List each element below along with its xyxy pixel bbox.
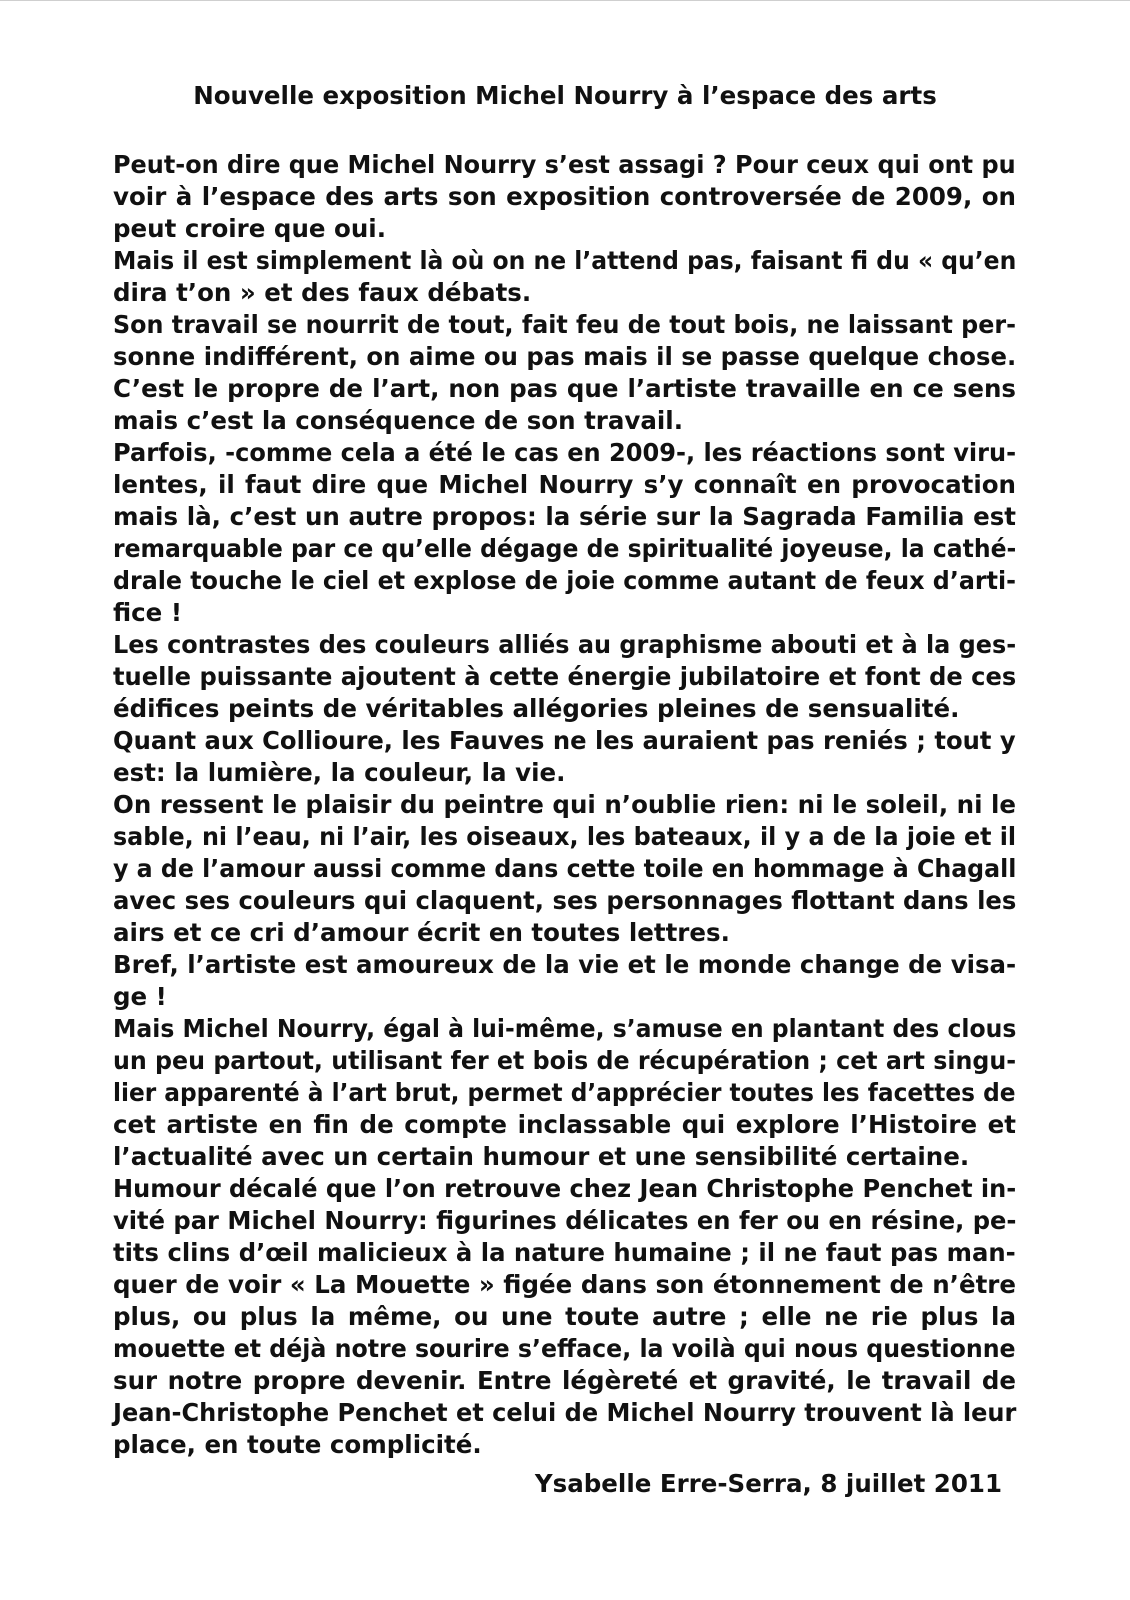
text-line: Les contrastes des couleurs alliés au graphisme abouti et à la ges- xyxy=(113,630,1017,659)
paragraph xyxy=(113,437,1016,629)
paragraph xyxy=(113,149,1016,245)
text-line: mouette et déjà notre sourire s’efface, la voilà qui nous questionne xyxy=(113,1334,1016,1363)
text-line: remarquable par ce qu’elle dégage de spiritualité joyeuse, la cathé- xyxy=(113,534,1017,563)
text-line: C’est le propre de l’art, non pas que l’artiste travaille en ce sens xyxy=(113,374,1016,403)
text-line: tuelle puissante ajoutent à cette énergie jubilatoire et font de ces xyxy=(113,662,1017,691)
text-line: lentes, il faut dire que Michel Nourry s’y connaît en provocation xyxy=(113,470,1016,499)
text-line: Quant aux Collioure, les Fauves ne les auraient pas reniés ; tout y xyxy=(113,726,1016,755)
text-line: Parfois, -comme cela a été le cas en 2009-, les réactions sont viru- xyxy=(113,438,1017,467)
text-line: édifices peints de véritables allégories pleines de sensualité. xyxy=(113,694,960,723)
text-line: ge ! xyxy=(113,982,167,1011)
text-line: Son travail se nourrit de tout, fait feu de tout bois, ne laissant per- xyxy=(113,310,1016,339)
text-line: plus, ou plus la même, ou une toute autre ; elle ne rie plus la xyxy=(113,1302,1016,1331)
text-line: fice ! xyxy=(113,598,183,627)
text-line: mais là, c’est un autre propos: la série sur la Sagrada Familia est xyxy=(113,502,1016,531)
text-line: sur notre propre devenir. Entre légèreté et gravité, le travail de xyxy=(113,1366,1016,1395)
paragraph xyxy=(113,1013,1016,1173)
text-line: mais c’est la conséquence de son travail. xyxy=(113,406,684,435)
text-line: peut croire que oui. xyxy=(113,214,387,243)
paragraph xyxy=(113,949,1016,1013)
text-line: dira t’on » et des faux débats. xyxy=(113,278,532,307)
paragraph xyxy=(113,629,1016,725)
text-line: On ressent le plaisir du peintre qui n’oublie rien: ni le soleil, ni le xyxy=(113,790,1017,819)
text-line: place, en toute complicité. xyxy=(113,1430,482,1459)
paragraph xyxy=(113,245,1016,309)
text-line: Bref, l’artiste est amoureux de la vie et le monde change de visa- xyxy=(113,950,1017,979)
text-line: un peu partout, utilisant fer et bois de récupération ; cet art singu- xyxy=(113,1046,1017,1075)
article-body xyxy=(113,149,1016,1461)
text-line: Mais Michel Nourry, égal à lui-même, s’amuse en plantant des clous xyxy=(113,1014,1017,1043)
text-line: est: la lumière, la couleur, la vie. xyxy=(113,758,566,787)
text-line: airs et ce cri d’amour écrit en toutes lettres. xyxy=(113,918,730,947)
text-line: Peut-on dire que Michel Nourry s’est assagi ? Pour ceux qui ont pu xyxy=(113,150,1016,179)
text-line: sable, ni l’eau, ni l’air, les oiseaux, les bateaux, il y a de la joie et il xyxy=(113,822,1017,851)
text-line: drale touche le ciel et explose de joie comme autant de feux d’arti- xyxy=(113,566,1016,595)
paragraph xyxy=(113,725,1016,789)
text-line: avec ses couleurs qui claquent, ses personnages flottant dans les xyxy=(113,886,1017,915)
text-line: Jean-Christophe Penchet et celui de Michel Nourry trouvent là leur xyxy=(113,1398,1017,1427)
author-signature: Ysabelle Erre-Serra, 8 juillet 2011 xyxy=(534,1469,1002,1498)
paragraph xyxy=(113,1173,1016,1461)
text-line: y a de l’amour aussi comme dans cette toile en hommage à Chagall xyxy=(113,854,1017,883)
text-line: Mais il est simplement là où on ne l’attend pas, faisant fi du « qu’en xyxy=(113,246,1017,275)
text-line: l’actualité avec un certain humour et une sensibilité certaine. xyxy=(113,1142,970,1171)
text-line: voir à l’espace des arts son exposition controversée de 2009, on xyxy=(113,182,1016,211)
paragraph xyxy=(113,789,1016,949)
text-line: lier apparenté à l’art brut, permet d’apprécier toutes les facettes de xyxy=(113,1078,1016,1107)
text-line: quer de voir « La Mouette » figée dans son étonnement de n’être xyxy=(113,1270,1016,1299)
article-title: Nouvelle exposition Michel Nourry à l’espace des arts xyxy=(193,81,937,110)
text-line: Humour décalé que l’on retrouve chez Jean Christophe Penchet in- xyxy=(113,1174,1017,1203)
paragraph xyxy=(113,309,1016,437)
text-line: vité par Michel Nourry: figurines délicates en fer ou en résine, pe- xyxy=(113,1206,1017,1235)
text-line: tits clins d’œil malicieux à la nature humaine ; il ne faut pas man- xyxy=(113,1238,1016,1267)
text-line: cet artiste en fin de compte inclassable qui explore l’Histoire et xyxy=(113,1110,1016,1139)
text-line: sonne indifférent, on aime ou pas mais il se passe quelque chose. xyxy=(113,342,1017,371)
